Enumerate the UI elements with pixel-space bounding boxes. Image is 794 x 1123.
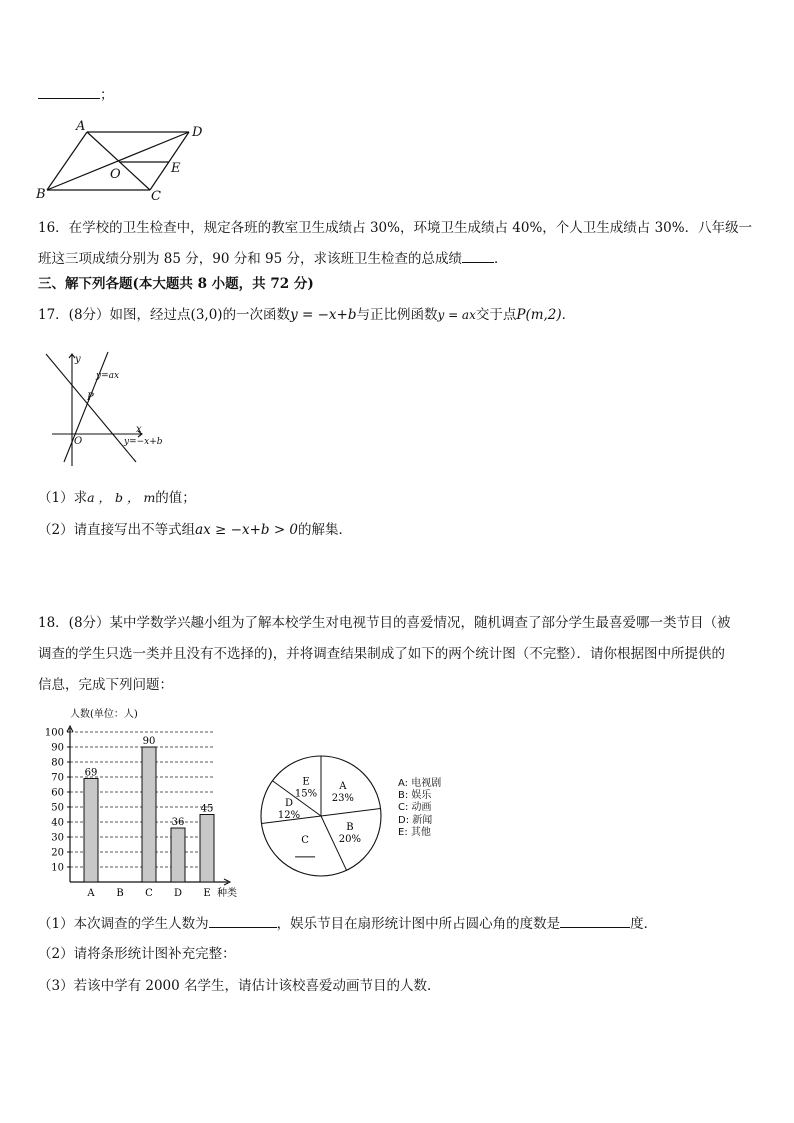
q17-sub1-prefix: （1）求 [38,490,88,506]
pie-slice-percent-B: 20% [338,833,362,845]
q18-sub1 [38,913,657,934]
q17-sub2 [38,520,352,540]
q17-function-graph [40,348,170,470]
pie-slice-label-B: B [346,821,354,833]
pie-legend-item: E: 其他 [398,826,431,838]
q17-mid2: 与正比例函数 [356,307,438,323]
q18-line2: 调查的学生只选一类并且没有不选择的)，并将调查结果制成了如下的两个统计图（不完整）．请你根据图中所提供的 [38,646,726,662]
bar-chart-title: 人数(单位：人) [70,709,138,720]
y-tick-label: 30 [51,832,64,844]
y-tick-label: 20 [51,847,64,859]
q16-period: ． [494,251,508,267]
q16-line2 [38,248,508,269]
q18-line3: 信息，完成下列问题： [38,677,173,693]
q17-prefix: 17．(8分）如图，经过点 [38,307,191,323]
line-neg-x-label: y=−x+b [124,437,163,447]
q16-line2-text: 班这三项成绩分别为 85 分，90 分和 95 分，求该班卫生检查的总成绩 [38,251,462,267]
line-ax-label: y=ax [96,371,120,381]
pie-slice-label-C: C [301,834,309,846]
x-category-label: B [116,888,124,899]
q18-sub1-c: 度． [630,916,658,932]
bar-value-label: 45 [200,803,214,815]
x-category-label: C [145,888,153,899]
bar-C [142,747,156,882]
point-p-label: P [87,392,94,403]
pie-slice-label-D: D [285,797,294,809]
y-tick-label: 40 [51,817,64,829]
pie-legend-item: A: 电视剧 [398,778,442,789]
q17-mid3: 交于点 [475,307,517,323]
q17-func2: y = ax [437,308,476,322]
previous-question-answer-blank [38,84,114,105]
q17-end: ． [561,307,576,323]
pie-slice-label-A: A [339,781,347,793]
label-A: A [76,119,86,134]
bar-value-label: 90 [142,736,156,747]
q16-answer-blank [462,248,494,263]
y-tick-label: 60 [51,787,64,799]
pie-legend-item: B: 娱乐 [398,790,432,802]
q17-sub2-prefix: （2）请直接写出不等式组 [38,522,196,538]
origin-label: O [74,436,83,447]
q18-angle-blank [560,913,630,928]
label-B: B [36,187,46,202]
y-tick-label: 70 [51,772,64,784]
x-category-label: A [87,888,95,899]
line-y-neg-x-plus-b [46,354,136,462]
q17-point2: P(m,2) [516,307,562,323]
pie-slice-percent-A: 23% [331,793,354,805]
q18-students-blank [209,913,277,928]
x-category-label: D [173,888,183,899]
q17-point: (3,0) [190,307,223,323]
semicolon: ； [100,87,114,103]
q17-sub2-math: ax ≥ −x+b > 0 [195,522,299,538]
pie-legend [398,778,441,839]
pie-slice-percent-D: 12% [277,809,301,821]
pie-slice-percent-E: 15% [294,788,318,800]
q17-sub1 [38,488,196,508]
pie-slice-label-E: E [302,776,310,788]
bar-A [84,779,98,883]
y-tick-label: 90 [51,742,64,754]
x-axis-label: x [136,424,142,435]
q17-sub1-suffix: 的值； [155,490,196,506]
q17-sub1-vars: a ， b ， m [87,490,156,505]
q17-mid1: 的一次函数 [222,307,291,323]
q18-sub2: （2）请将条形统计图补充完整： [38,946,236,962]
q18-line1: 18．(8分）某中学数学兴趣小组为了解本校学生对电视节目的喜爱情况，随机调查了部分学生最喜爱哪一类节目（被 [38,615,731,631]
bar-E [200,815,214,883]
bar-value-label: 69 [84,767,98,779]
bar-chart [40,702,255,900]
q17-stem [38,305,575,325]
pie-legend-item: D: 新闻 [398,814,433,826]
label-O: O [110,167,121,182]
line-y-ax [64,352,108,462]
y-tick-label: 100 [44,727,64,739]
pie-chart [256,752,391,884]
label-C: C [151,189,161,204]
label-E: E [171,161,181,176]
segment-CD [150,132,189,190]
q16-line1: 16．在学校的卫生检查中，规定各班的教室卫生成绩占 30%，环境卫生成绩占 40%，个人卫生成绩占 30%．八年级一 [38,220,753,236]
label-D: D [192,125,203,140]
q17-sub2-suffix: 的解集． [298,522,353,538]
q18-sub3: （3）若该中学有 2000 名学生，请估计该校喜爱动画节目的人数． [38,978,441,994]
x-category-label: E [203,888,211,899]
bar-value-label: 36 [171,817,185,828]
bar-D [171,828,185,882]
y-tick-label: 50 [51,802,64,814]
q18-sub1-b: ，娱乐节目在扇形统计图中所占圆心角的度数是 [276,916,561,932]
pie-legend-item: C: 动画 [398,802,432,814]
parallelogram-figure [32,118,212,204]
y-tick-label: 80 [51,757,64,769]
y-tick-label: 10 [51,862,64,874]
y-axis-label: y [75,354,81,365]
q18-sub1-a: （1）本次调查的学生人数为 [38,916,209,932]
q17-func1: y = −x+b [290,307,357,323]
section-3-title: 三、解下列各题(本大题共 8 小题，共 72 分) [38,276,314,292]
bar-x-axis-title: 种类 [217,888,237,899]
